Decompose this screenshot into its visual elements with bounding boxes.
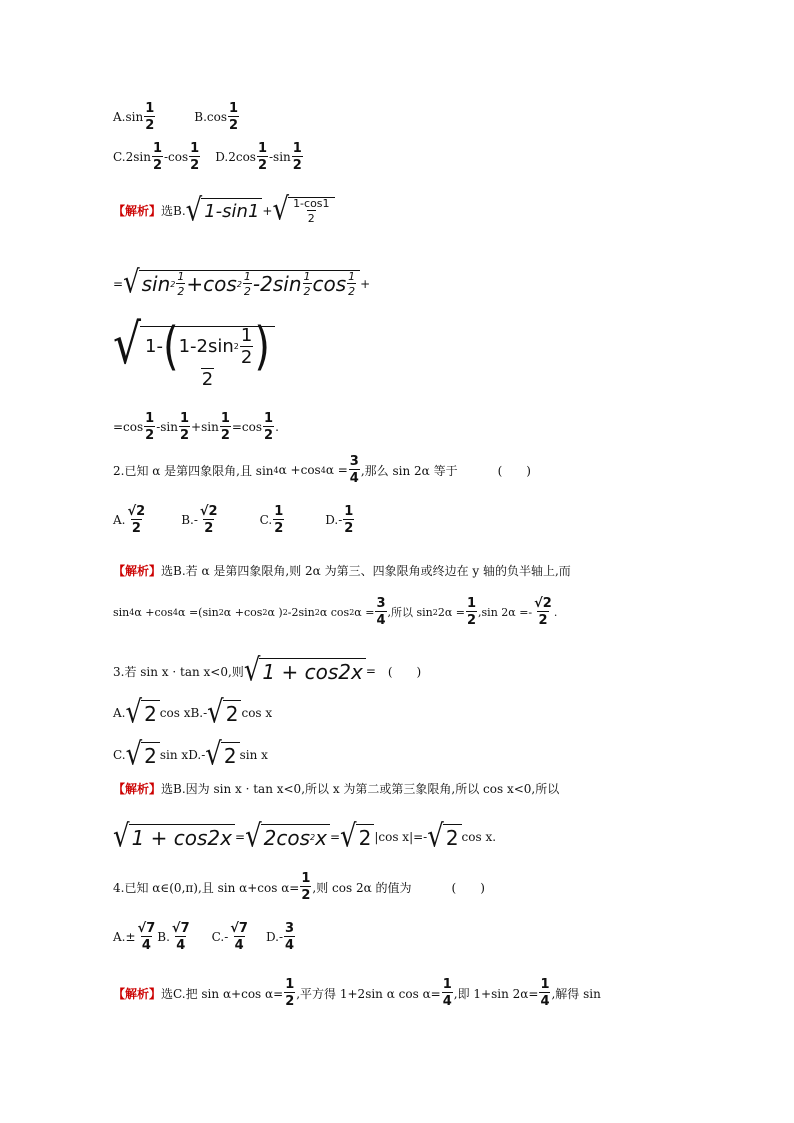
q3-options-row-1: A. √ 2 cos x B.- √ 2 cos x (113, 695, 273, 731)
q3-options-row-2: C. √ 2 sin x D.- √ 2 sin x (113, 737, 268, 773)
q1-options-row-1 (113, 102, 240, 132)
solution-2-line-2: sin 4 α +cos 4 α =(sin 2 α +cos 2 α ) 2 -2sin 2 α cos 2 α = $\frac{3}{4}$ ,所以 sin 2 2α = $\frac{1}{2}$ ,sin 2α =- $\frac{√2}{2}$ . (113, 596, 558, 628)
q4-options: A.± $\frac{√7}{4}$ B. $\frac{√7}{4}$ C.- $\frac{√7}{4}$ D.- $\frac{3}{4}$ (113, 921, 295, 953)
sqrt: √ sin 2 $\frac{1}{2}$ +cos 2 $\frac{1}{2}$ -2sin $\frac{1}{2}$ cos $\frac{1}{2}$ (123, 270, 360, 297)
question-3: 3.若 sin x · tan x<0,则 √ 1 + cos2x = ( ) (113, 653, 422, 689)
solution-1-result: =cos $\frac{1}{2}$ -sin $\frac{1}{2}$ +sin $\frac{1}{2}$ =cos $\frac{1}{2}$ . (113, 411, 279, 443)
sqrt: √ 1- ( 1-2sin 2 $\frac{1}{2}$ ) 2 (113, 326, 275, 389)
q2-options: A. $\frac{√2}{2}$ B.- $\frac{√2}{2}$ C. $\frac{1}{2}$ D.- $\frac{1}{2}$ (113, 504, 354, 536)
solution-1-line-1: 【解析】 选B. √ 1-sin1 + √ $\frac{1-\cos 1}{2}$ (113, 197, 335, 224)
solution-3-line-1: 【解析】 选B.因为 sin x · tan x<0,所以 x 为第二或第三象限角,所以 cos x<0,所以 (113, 782, 560, 796)
option-a: A.sin (113, 110, 144, 124)
question-2: 2.已知 α 是第四象限角,且 sin 4 α +cos 4 α = $\frac{3}{4}$ ,那么 sin 2α 等于 ( ) (113, 454, 531, 486)
question-4: 4.已知 α∈(0,π),且 sin α+cos α= $\frac{1}{2}$ ,则 cos 2α 的值为 ( ) (113, 871, 485, 903)
option-c: C.2sin (113, 150, 151, 164)
fraction: $\frac{1}{2}$ (145, 101, 155, 133)
option-d: D.2cos (215, 150, 256, 164)
solution-1-line-2: = √ sin 2 $\frac{1}{2}$ +cos 2 $\frac{1}{2}$ -2sin $\frac{1}{2}$ cos $\frac{1}{2}$ + (113, 264, 371, 301)
analysis-tag: 【解析】 (113, 204, 162, 218)
q1-options-row-2: C.2sin $\frac{1}{2}$ -cos $\frac{1}{2}$ D.2cos $\frac{1}{2}$ -sin $\frac{1}{2}$ (113, 141, 302, 173)
option-b: B.cos (194, 110, 228, 124)
sqrt: √ $\frac{1-\cos 1}{2}$ (272, 197, 334, 224)
solution-2-line-1: 【解析】 选B.若 α 是第四象限角,则 2α 为第三、四象限角或终边在 y 轴的负半轴上,而 (113, 564, 571, 578)
sqrt: √ 1-sin1 (186, 198, 263, 224)
solution-3-line-2: √ 1 + cos2x = √ 2cos 2 x = √ 2 |cos x|=- √ 2 cos x. (113, 819, 497, 855)
solution-1-line-3 (113, 313, 275, 390)
fraction: $\frac{1}{2}$ (229, 101, 239, 133)
solution-4: 【解析】 选C.把 sin α+cos α= $\frac{1}{2}$ ,平方得 1+2sin α cos α= $\frac{1}{4}$ ,即 1+sin 2α= $\frac{1}{4}$ ,解得 sin (113, 977, 601, 1009)
